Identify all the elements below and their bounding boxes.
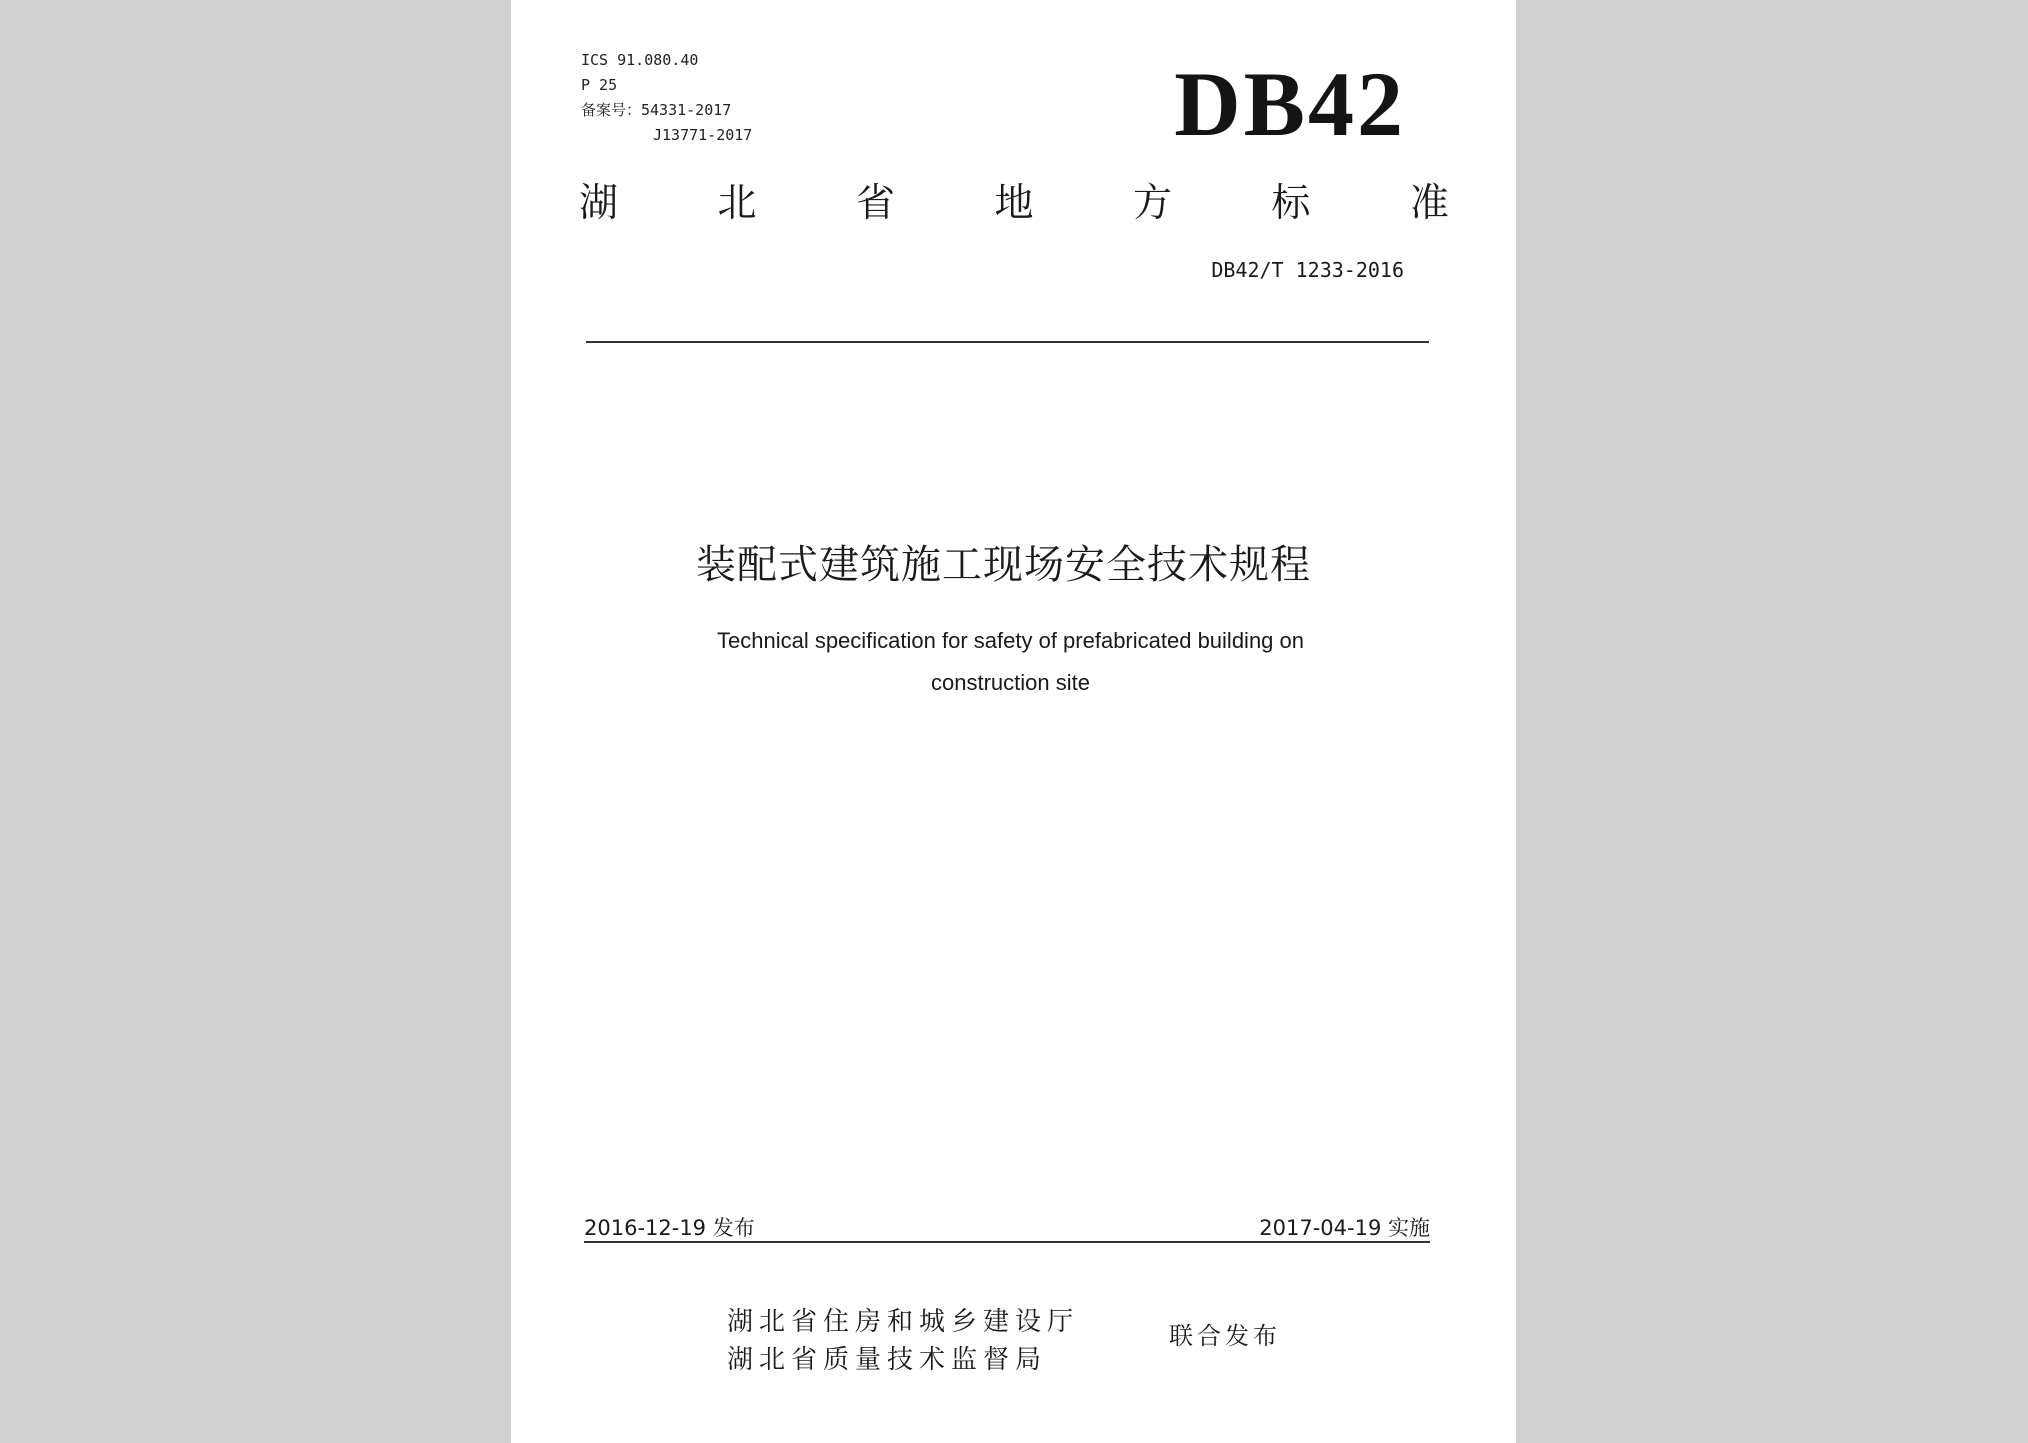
classification-code: P 25 bbox=[581, 76, 618, 94]
header-meta bbox=[581, 48, 752, 148]
title-english-line: construction site bbox=[931, 670, 1090, 695]
title-english-line: Technical specification for safety of prefabricated building on bbox=[716, 628, 1304, 653]
footer-divider bbox=[584, 1241, 1430, 1243]
issue-date: 2016-12-19 发布 bbox=[584, 1216, 755, 1240]
publisher-name: 湖北省质量技术监督局 bbox=[727, 1345, 1048, 1375]
record-number-secondary: J13771-2017 bbox=[653, 126, 753, 144]
standard-type-char: 方 bbox=[1132, 181, 1172, 226]
header-divider bbox=[586, 341, 1429, 343]
db42-logo: DB42 bbox=[1174, 53, 1406, 155]
document-title-english bbox=[511, 620, 1516, 704]
date-row bbox=[584, 1212, 1430, 1242]
joint-release-label: 联合发布 bbox=[1169, 1322, 1281, 1350]
record-number: 备案号：54331-2017 bbox=[581, 101, 732, 119]
standard-type-char: 湖 bbox=[579, 181, 619, 226]
standard-type-char: 准 bbox=[1409, 181, 1449, 226]
document-page bbox=[511, 0, 1516, 1443]
publisher-name: 湖北省住房和城乡建设厅 bbox=[727, 1307, 1080, 1337]
standard-type-char: 地 bbox=[994, 181, 1034, 226]
standard-type-char: 北 bbox=[717, 181, 757, 226]
standard-type-char: 标 bbox=[1271, 181, 1311, 226]
ics-code: ICS 91.080.40 bbox=[581, 51, 699, 69]
standard-code: DB42/T 1233-2016 bbox=[1211, 258, 1404, 282]
standard-type-char: 省 bbox=[855, 181, 895, 226]
publishers bbox=[727, 1303, 1079, 1379]
effective-date: 2017-04-19 实施 bbox=[1259, 1216, 1430, 1240]
standard-type-heading bbox=[579, 172, 1449, 228]
document-title-chinese: 装配式建筑施工现场安全技术规程 bbox=[696, 542, 1311, 588]
